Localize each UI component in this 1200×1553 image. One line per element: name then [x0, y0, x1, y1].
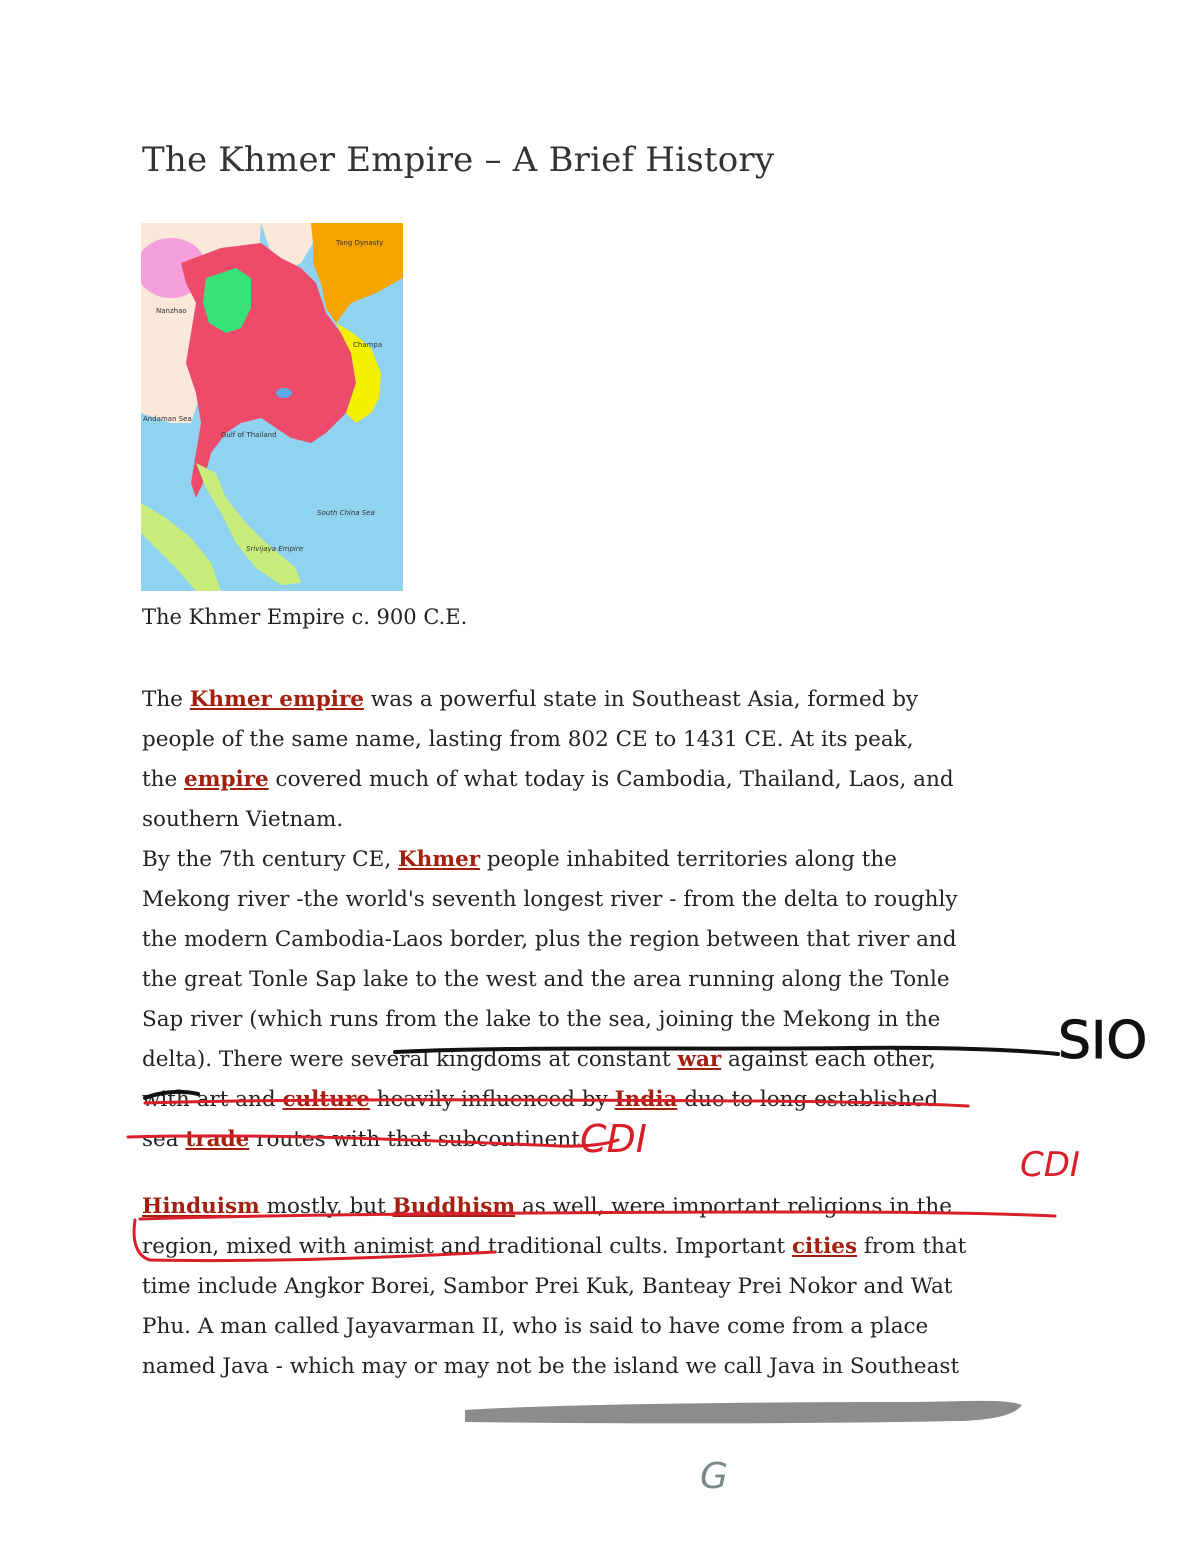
khmer-empire-map [141, 223, 403, 591]
map-tonle-sap [276, 388, 292, 398]
text-line: sea trade routes with that subcontinent. [142, 1127, 587, 1152]
text-line: By the 7th century CE, Khmer people inhabited territories along the [142, 847, 897, 872]
keyword-link[interactable]: Hinduism [142, 1194, 260, 1219]
keyword-link[interactable]: Buddhism [392, 1194, 516, 1219]
keyword-link[interactable]: trade [185, 1127, 250, 1152]
text-line: southern Vietnam. [142, 807, 344, 832]
text-line: the empire covered much of what today is Cambodia, Thailand, Laos, and [142, 767, 954, 792]
text-line: Phu. A man called Jayavarman II, who is said to have come from a place [142, 1314, 929, 1339]
keyword-link[interactable]: Khmer empire [189, 687, 364, 712]
text-line: people of the same name, lasting from 802 CE to 1431 CE. At its peak, [142, 727, 914, 752]
text-line: Mekong river -the world's seventh longest river - from the delta to roughly [142, 887, 958, 912]
text-line: region, mixed with animist and traditional cults. Important cities from that [142, 1234, 967, 1259]
map-label-nanzhao: Nanzhao [156, 307, 187, 315]
map-label-srivijaya: Srivijaya Empire [246, 545, 304, 553]
text-line: The Khmer empire was a powerful state in Southeast Asia, formed by [142, 687, 919, 712]
ink-text-sio: SIO [1058, 1011, 1148, 1071]
keyword-link[interactable]: culture [282, 1087, 370, 1112]
keyword-link[interactable]: war [677, 1047, 722, 1072]
page-title: The Khmer Empire – A Brief History [142, 140, 775, 180]
text-line: Sap river (which runs from the lake to the sea, joining the Mekong in the [142, 1007, 941, 1032]
map-label-south-china-sea: South China Sea [317, 509, 375, 517]
ink-text-cdi-1: CDI [580, 1117, 648, 1161]
text-line: Hinduism mostly, but Buddhism as well, were important religions in the [142, 1194, 952, 1219]
paragraph-2 [142, 1187, 1062, 1387]
map-label-tang: Tang Dynasty [336, 239, 384, 247]
keyword-link[interactable]: empire [184, 767, 269, 792]
text-line: the modern Cambodia-Laos border, plus the region between that river and [142, 927, 957, 952]
ink-gray-highlight-bar [465, 1401, 1022, 1424]
keyword-link[interactable]: Khmer [398, 847, 481, 872]
keyword-link[interactable]: India [614, 1087, 678, 1112]
map-caption: The Khmer Empire c. 900 C.E. [142, 605, 468, 629]
map-label-gulf: Gulf of Thailand [221, 431, 277, 439]
map-label-champa: Champa [353, 341, 383, 349]
paragraph-1 [142, 680, 1062, 1160]
map-label-andaman: Andaman Sea [143, 415, 192, 423]
ink-text-g-mark: G [700, 1456, 728, 1497]
ink-text-cdi-2: CDI [1020, 1145, 1080, 1185]
text-line: time include Angkor Borei, Sambor Prei Kuk, Banteay Prei Nokor and Wat [142, 1274, 953, 1299]
text-line: with art and culture heavily influenced by India due to long established [142, 1087, 939, 1112]
keyword-link[interactable]: cities [791, 1234, 858, 1259]
text-line: delta). There were several kingdoms at constant war against each other, [142, 1047, 936, 1072]
text-line: the great Tonle Sap lake to the west and the area running along the Tonle [142, 967, 950, 992]
text-line: named Java - which may or may not be the island we call Java in Southeast [142, 1354, 960, 1379]
